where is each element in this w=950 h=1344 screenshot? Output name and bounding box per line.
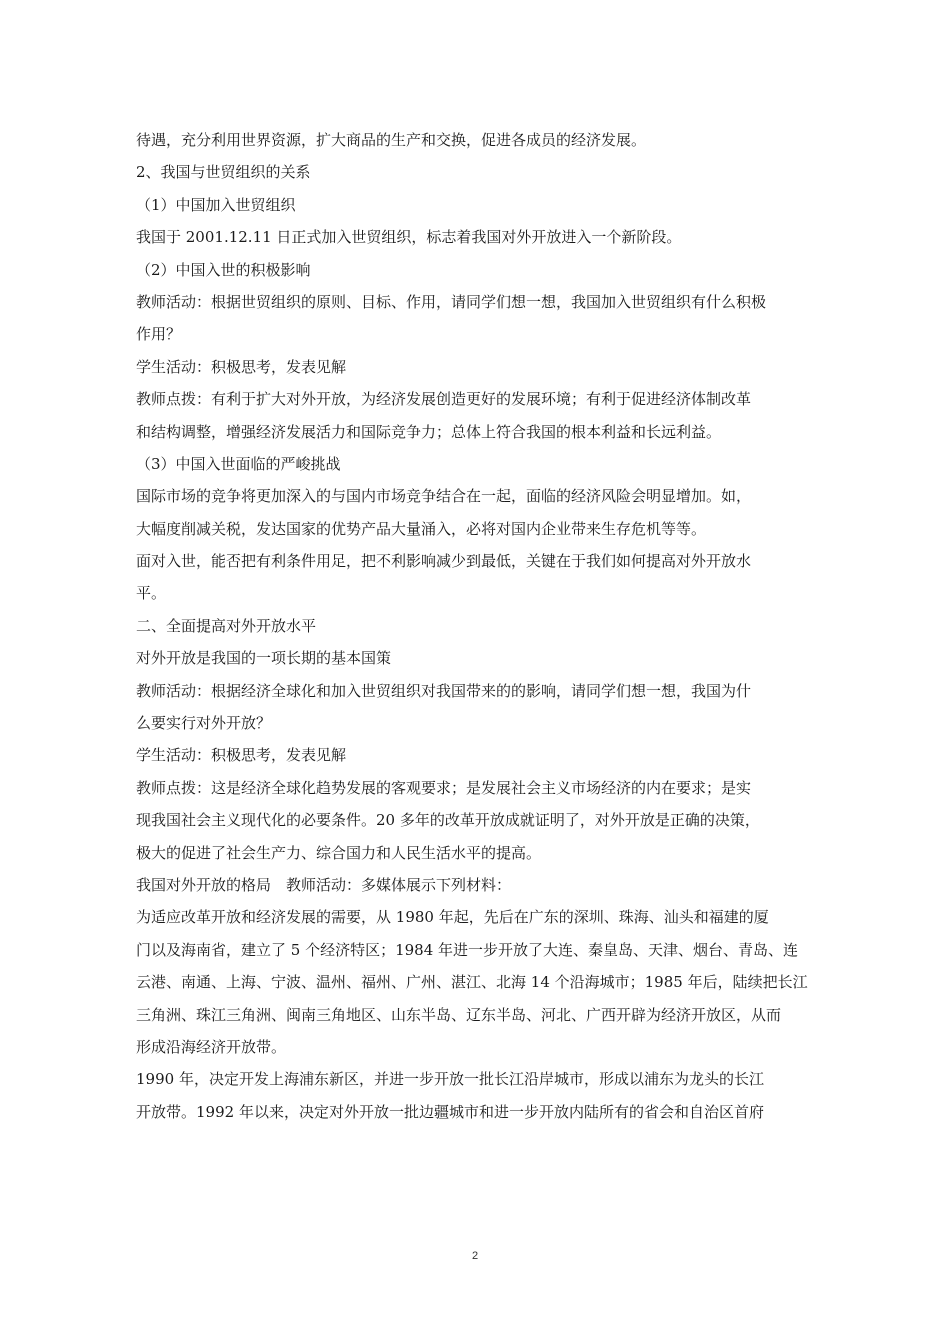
text-line: 教师点拨：这是经济全球化趋势发展的客观要求；是发展社会主义市场经济的内在要求；是实 [136,778,752,797]
document-body [136,124,818,1128]
subsection-heading: （3）中国入世面临的严峻挑战 [136,454,341,473]
text-line: 对外开放是我国的一项长期的基本国策 [136,649,392,668]
text-line: 云港、南通、上海、宁波、温州、福州、广州、湛江、北海 14 个沿海城市；1985 年后，陆续把长江 [136,973,808,992]
text-line: 极大的促进了社会生产力、综合国力和人民生活水平的提高。 [136,843,542,862]
text-line: 形成沿海经济开放带。 [136,1037,287,1056]
text-line: 为适应改革开放和经济发展的需要，从 1980 年起，先后在广东的深圳、珠海、汕头和福建的厦 [136,908,769,927]
subsection-heading: （1）中国加入世贸组织 [136,195,296,214]
section-heading: 二、全面提高对外开放水平 [136,616,317,635]
text-line: 教师点拨：有利于扩大对外开放，为经济发展创造更好的发展环境；有利于促进经济体制改革 [136,390,752,409]
text-line: 学生活动：积极思考，发表见解 [136,746,347,765]
text-line: 教师活动：根据经济全球化和加入世贸组织对我国带来的的影响，请同学们想一想，我国为什 [136,681,752,700]
text-line: 面对入世，能否把有利条件用足，把不利影响减少到最低，关键在于我们如何提高对外开放水 [136,552,752,571]
text-line: 待遇，充分利用世界资源，扩大商品的生产和交换，促进各成员的经济发展。 [136,131,647,149]
text-line: 平。 [136,584,167,603]
text-line: 门以及海南省，建立了 5 个经济特区；1984 年进一步开放了大连、秦皇岛、天津、烟台、青岛、连 [136,940,799,959]
text-line: 教师活动：根据世贸组织的原则、目标、作用，请同学们想一想，我国加入世贸组织有什么积极 [136,292,767,311]
section-heading: 2、我国与世贸组织的关系 [136,163,311,182]
text-line: 我国于 2001.12.11 日正式加入世贸组织，标志着我国对外开放进入一个新阶段。 [136,228,682,247]
text-line: 学生活动：积极思考，发表见解 [136,357,347,376]
text-line: 现我国社会主义现代化的必要条件。20 多年的改革开放成就证明了，对外开放是正确的决策， [136,811,760,830]
text-line: 国际市场的竞争将更加深入的与国内市场竞争结合在一起，面临的经济风险会明显增加。如， [136,487,752,506]
text-line: 1990 年，决定开发上海浦东新区，并进一步开放一批长江沿岸城市，形成以浦东为龙头的长江 [136,1070,764,1089]
text-line: 大幅度削减关税，发达国家的优势产品大量涌入，必将对国内企业带来生存危机等等。 [136,519,707,538]
text-line: 三角洲、珠江三角洲、闽南三角地区、山东半岛、辽东半岛、河北、广西开辟为经济开放区，从而 [136,1005,782,1024]
text-line: 开放带。1992 年以来，决定对外开放一批边疆城市和进一步开放内陆所有的省会和自治区首府 [136,1102,764,1121]
subsection-heading: （2）中国入世的积极影响 [136,260,311,279]
text-line: 和结构调整，增强经济发展活力和国际竞争力；总体上符合我国的根本利益和长远利益。 [136,422,722,441]
page-number: 2 [471,1250,479,1262]
text-line: 作用？ [136,325,182,344]
text-line: 我国对外开放的格局 教师活动：多媒体展示下列材料： [136,875,512,894]
text-line: 么要实行对外开放？ [136,714,272,733]
